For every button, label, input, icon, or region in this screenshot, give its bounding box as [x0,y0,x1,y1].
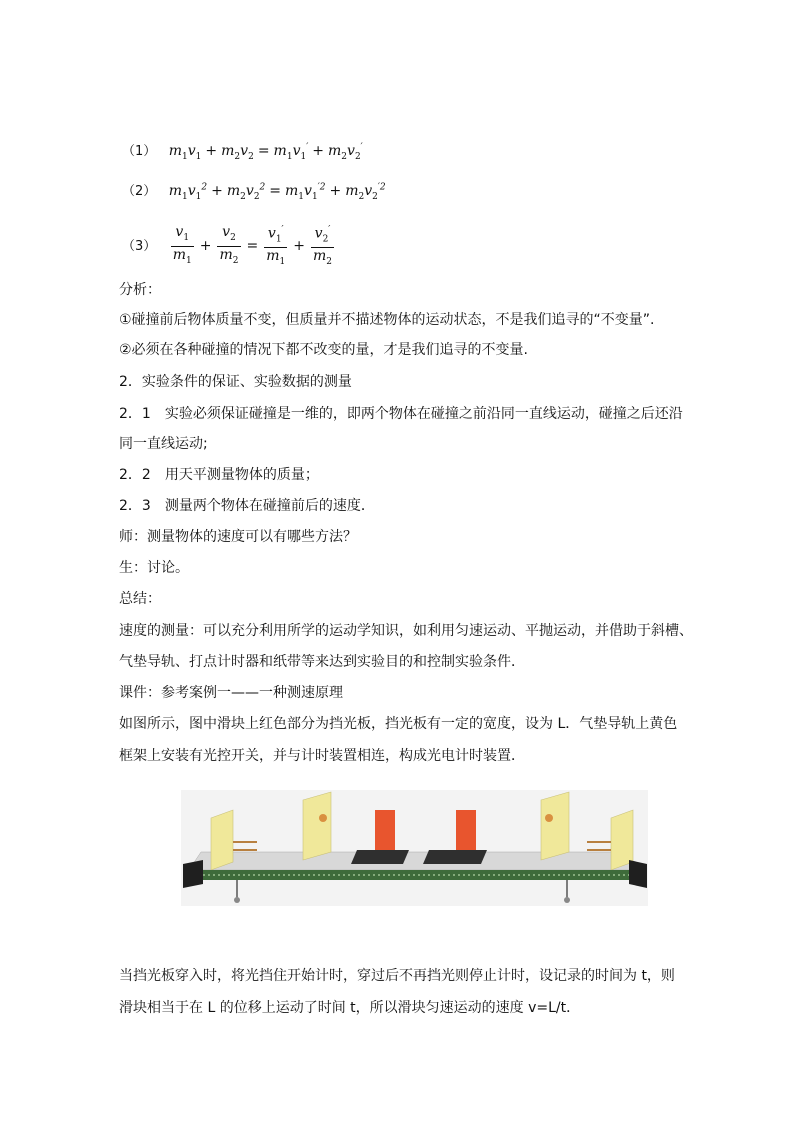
slider-right-base [423,850,487,864]
conclusion-line-2: 滑块相当于在 L 的位移上运动了时间 t，所以滑块匀速运动的速度 v=L/t． [119,1000,581,1016]
equation-1: （1） $m_1v_1 + m_2v_2 = m_1v_1' + m_2v_2'$ [122,142,363,162]
left-photogate-frame [211,810,233,870]
equation-3: （3） $\frac{v_1}{m_1}$ + $\frac{v_2}{m_2}$ = $\frac{v_1'}{m_1}$ + $\frac{v_2'}{m_2}$ [122,223,332,268]
section-2-2: 2．2 用天平测量物体的质量； [119,467,319,483]
figure-description-line-2: 框架上安装有光控开关，并与计时装置相连，构成光电计时装置． [119,748,525,764]
conclusion-line-1: 当挡光板穿入时，将光挡住开始计时，穿过后不再挡光则停止计时，设记录的时间为 t，则 [119,968,675,984]
analysis-heading: 分析： [119,282,161,298]
left-photogate-tower [303,792,331,860]
air-track-illustration [181,790,648,906]
student-response: 生：讨论。 [119,560,189,576]
section-2-1-line-2: 同一直线运动; [119,436,208,452]
speed-measure-line-2: 气垫导轨、打点计时器和纸带等来达到实验目的和控制实验条件． [119,654,525,670]
air-track-figure [181,790,648,906]
equation-number: （1） [122,144,157,159]
slider-right-flag [456,810,476,850]
equation-number: （3） [122,239,157,255]
teacher-question: 师：测量物体的速度可以有哪些方法？ [119,529,357,545]
slider-left-base [351,850,409,864]
analysis-point-2: ②必须在各种碰撞的情况下都不改变的量，才是我们追寻的不变量. [119,342,528,358]
courseware-caption: 课件：参考案例一——一种测速原理 [119,685,343,701]
summary-heading: 总结： [119,591,161,607]
speed-measure-line-1: 速度的测量：可以充分利用所学的运动学知识，如利用匀速运动、平抛运动，并借助于斜槽、 [119,623,693,639]
section-2-heading: 2．实验条件的保证、实验数据的测量 [119,374,352,390]
equation-number: （2） [122,184,157,199]
equation-2: （2） $m_1v_1^2 + m_2v_2^2 = m_1v_1^{'2} + m_2v_2^{'2}$ [122,182,386,202]
figure-description-line-1: 如图所示，图中滑块上红色部分为挡光板，挡光板有一定的宽度，设为 L．气垫导轨上黄色 [119,716,678,732]
section-2-3: 2．3 测量两个物体在碰撞前后的速度． [119,498,375,514]
section-2-1-line-1: 2．1 实验必须保证碰撞是一维的，即两个物体在碰撞之前沿同一直线运动，碰撞之后还沿 [119,406,683,422]
right-photogate-tower [541,792,569,860]
analysis-point-1: ①碰撞前后物体质量不变，但质量并不描述物体的运动状态，不是我们追寻的“不变量”. [119,312,655,328]
slider-left-flag [375,810,395,850]
air-track-rail [201,870,631,880]
